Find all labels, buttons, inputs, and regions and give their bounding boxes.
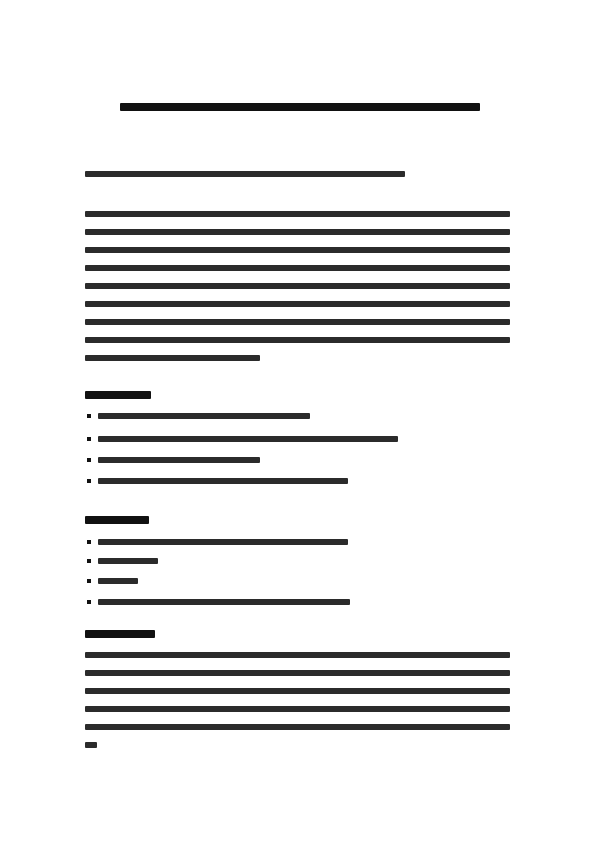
section-3-heading bbox=[85, 627, 155, 641]
section-3-line bbox=[85, 720, 510, 734]
body-paragraph-line bbox=[85, 333, 510, 347]
section-2-item bbox=[98, 574, 138, 588]
document-lead-glyphs bbox=[85, 171, 405, 177]
body-paragraph-line bbox=[85, 225, 510, 239]
body-paragraph-line bbox=[85, 279, 510, 293]
section-2-item bbox=[98, 535, 348, 549]
section-1-heading bbox=[85, 388, 151, 402]
section-3-line bbox=[85, 738, 97, 752]
section-2-heading bbox=[85, 513, 149, 527]
bullet-icon bbox=[87, 437, 91, 441]
section-3-line bbox=[85, 702, 510, 716]
body-paragraph-line bbox=[85, 315, 510, 329]
bullet-icon bbox=[87, 458, 91, 462]
section-1-item bbox=[98, 409, 310, 423]
bullet-icon bbox=[87, 479, 91, 483]
document-title bbox=[120, 100, 480, 114]
section-1-item bbox=[98, 432, 398, 446]
section-3-line bbox=[85, 648, 510, 662]
section-1-item bbox=[98, 453, 260, 467]
section-2-item bbox=[98, 595, 350, 609]
bullet-icon bbox=[87, 600, 91, 604]
bullet-icon bbox=[87, 540, 91, 544]
section-3-line bbox=[85, 684, 510, 698]
body-paragraph-line bbox=[85, 297, 510, 311]
body-paragraph-line bbox=[85, 261, 510, 275]
bullet-icon bbox=[87, 559, 91, 563]
section-2-item bbox=[98, 554, 158, 568]
bullet-icon bbox=[87, 414, 91, 418]
body-paragraph-line bbox=[85, 207, 510, 221]
body-paragraph-line bbox=[85, 243, 510, 257]
body-paragraph-line bbox=[85, 351, 260, 365]
document-title-glyphs bbox=[120, 103, 480, 111]
section-3-line bbox=[85, 666, 510, 680]
section-1-item bbox=[98, 474, 348, 488]
bullet-icon bbox=[87, 579, 91, 583]
document-lead bbox=[85, 167, 405, 181]
